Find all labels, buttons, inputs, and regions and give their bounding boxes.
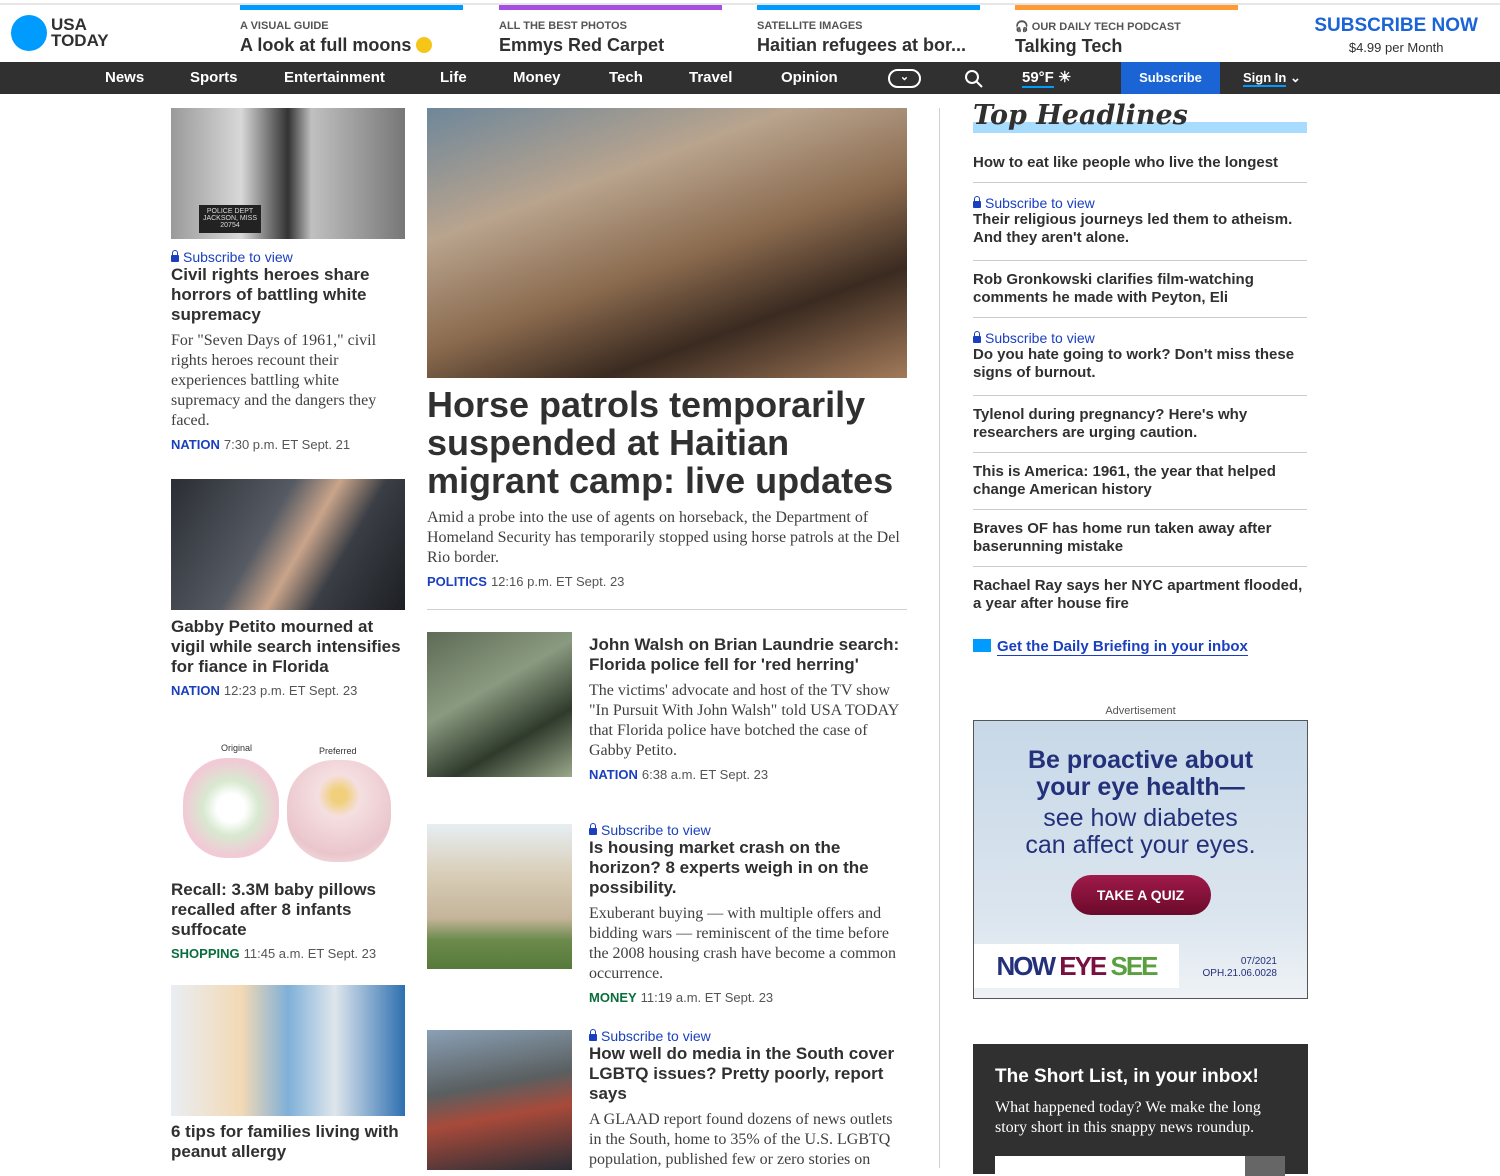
headline-item[interactable]: How to eat like people who live the longest bbox=[973, 154, 1307, 183]
nav-sports[interactable]: Sports bbox=[190, 69, 238, 86]
subscribe-now-link[interactable] bbox=[1314, 15, 1478, 55]
promo-title: A look at full moons bbox=[240, 35, 412, 55]
nav-tech[interactable]: Tech bbox=[609, 69, 643, 86]
image-label-original: Original bbox=[221, 743, 253, 753]
nav-travel[interactable]: Travel bbox=[689, 69, 733, 86]
ad-date: 07/2021 bbox=[1240, 956, 1277, 967]
article-desc: Exuberant buying — with multiple offers and bidding wars — reminiscent of the time before the 2008 housing crash have become a common occurrence. bbox=[589, 905, 897, 982]
article-title[interactable]: John Walsh on Brian Laundrie search: Florida police fell for 'red herring' bbox=[589, 635, 900, 674]
subscribe-to-view-link[interactable]: Subscribe to view bbox=[973, 330, 1307, 346]
lock-icon bbox=[171, 255, 179, 262]
subscribe-to-view-link[interactable]: Subscribe to view bbox=[589, 1028, 907, 1044]
subscribe-now-label: SUBSCRIBE NOW bbox=[1314, 15, 1478, 36]
nav-life[interactable]: Life bbox=[440, 69, 467, 86]
article-john-walsh[interactable] bbox=[589, 635, 907, 782]
subscribe-to-view-link[interactable]: Subscribe to view bbox=[973, 195, 1307, 211]
moon-icon bbox=[416, 37, 432, 53]
promo-emmys[interactable] bbox=[499, 5, 722, 56]
promo-kicker: A VISUAL GUIDE bbox=[240, 20, 329, 32]
short-list-signup bbox=[973, 1044, 1308, 1174]
hero-title[interactable]: Horse patrols temporarily suspended at Haitian migrant camp: live updates bbox=[427, 384, 894, 501]
mugshot-placard: POLICE DEPT JACKSON, MISS 20754 bbox=[199, 205, 261, 233]
timestamp: 11:19 a.m. ET Sept. 23 bbox=[640, 990, 774, 1005]
signup-button[interactable] bbox=[1245, 1156, 1285, 1176]
baby-pillow-image[interactable] bbox=[171, 740, 405, 871]
section-label[interactable]: NATION bbox=[589, 767, 638, 782]
sign-in-label: Sign In bbox=[1243, 70, 1287, 85]
promo-bar bbox=[1015, 5, 1238, 10]
lock-icon bbox=[973, 336, 981, 343]
article-title[interactable]: Recall: 3.3M baby pillows recalled after 8 infants suffocate bbox=[171, 880, 377, 939]
article-baby-pillows[interactable] bbox=[171, 880, 405, 961]
hero-article[interactable] bbox=[427, 386, 907, 589]
promo-title: Talking Tech bbox=[1015, 36, 1123, 56]
subscribe-button[interactable]: Subscribe bbox=[1121, 62, 1220, 94]
nav-opinion[interactable]: Opinion bbox=[781, 69, 838, 86]
promo-bar bbox=[499, 5, 722, 10]
article-peanut-allergy[interactable] bbox=[171, 1122, 405, 1162]
article-title[interactable]: Civil rights heroes share horrors of battling white supremacy bbox=[171, 265, 370, 324]
nav-entertainment[interactable]: Entertainment bbox=[284, 69, 385, 86]
section-label[interactable]: SHOPPING bbox=[171, 946, 240, 961]
timestamp: 11:45 a.m. ET Sept. 23 bbox=[243, 946, 377, 961]
promo-haitian[interactable] bbox=[757, 5, 980, 56]
subscribe-price: $4.99 per Month bbox=[1348, 40, 1444, 55]
promo-kicker: OUR DAILY TECH PODCAST bbox=[1031, 21, 1181, 33]
search-icon[interactable] bbox=[964, 69, 984, 89]
logo-line-2: TODAY bbox=[51, 31, 109, 50]
article-desc: For "Seven Days of 1961," civil rights heroes recount their experiences battling white supremacy and the dangers they faced. bbox=[171, 332, 377, 429]
nav-news[interactable]: News bbox=[105, 69, 145, 86]
pillow-original bbox=[183, 758, 279, 858]
section-label[interactable]: NATION bbox=[171, 437, 220, 452]
article-lgbtq-media[interactable] bbox=[589, 1028, 907, 1170]
headline-item[interactable]: Braves OF has home run taken away after baserunning mistake bbox=[973, 520, 1307, 567]
subscribe-to-view-link[interactable]: Subscribe to view bbox=[171, 249, 405, 265]
article-civil-rights[interactable] bbox=[171, 249, 405, 452]
article-housing[interactable] bbox=[589, 822, 907, 1005]
short-list-title: The Short List, in your inbox! bbox=[995, 1066, 1259, 1087]
peanut-allergy-image[interactable] bbox=[171, 985, 405, 1116]
more-chevron-icon[interactable]: ⌄ bbox=[888, 69, 921, 88]
sign-in-button[interactable] bbox=[1243, 62, 1301, 94]
email-input[interactable] bbox=[995, 1156, 1245, 1176]
headline-item[interactable]: Tylenol during pregnancy? Here's why researchers are urging caution. bbox=[973, 406, 1307, 453]
daily-briefing-link[interactable]: Get the Daily Briefing in your inbox bbox=[973, 638, 1248, 655]
lgbtq-media-image[interactable] bbox=[427, 1030, 572, 1170]
promo-podcast[interactable] bbox=[1015, 5, 1238, 57]
timestamp: 12:23 p.m. ET Sept. 23 bbox=[223, 683, 358, 698]
promo-bar bbox=[240, 5, 463, 10]
now-eye-see-logo: NOW EYE SEE bbox=[974, 944, 1179, 988]
headline-item[interactable]: Subscribe to view Their religious journeys led them to atheism. And they aren't alone. bbox=[973, 195, 1307, 261]
logo-dot bbox=[11, 15, 47, 51]
lock-icon bbox=[973, 201, 981, 208]
article-title[interactable]: Gabby Petito mourned at vigil while search intensifies for fiance in Florida bbox=[171, 617, 401, 676]
chevron-down-icon: ⌄ bbox=[1289, 70, 1301, 85]
timestamp: 6:38 a.m. ET Sept. 23 bbox=[641, 767, 769, 782]
promo-kicker: ALL THE BEST PHOTOS bbox=[499, 20, 627, 32]
sun-icon: ☀ bbox=[1058, 69, 1072, 86]
article-title[interactable]: How well do media in the South cover LGBTQ issues? Pretty poorly, report says bbox=[589, 1044, 895, 1103]
eye-health-ad[interactable]: Be proactive about your eye health— see how diabetes can affect your eyes. TAKE A QUIZ NOW EYE SEE 07/2021 OPH.21.06.0028 bbox=[973, 720, 1308, 999]
section-label[interactable]: NATION bbox=[171, 683, 220, 698]
section-label[interactable]: POLITICS bbox=[427, 574, 487, 589]
promo-kicker: SATELLITE IMAGES bbox=[757, 20, 863, 32]
gabby-petito-image[interactable] bbox=[171, 479, 405, 610]
headphones-icon: 🎧 bbox=[1015, 21, 1029, 33]
article-gabby-petito[interactable] bbox=[171, 617, 405, 698]
ad-code: OPH.21.06.0028 bbox=[1202, 968, 1277, 979]
headline-item[interactable]: Rob Gronkowski clarifies film-watching comments he made with Peyton, Eli bbox=[973, 271, 1307, 318]
article-title[interactable]: Is housing market crash on the horizon? 8 experts weigh in on the possibility. bbox=[589, 838, 869, 897]
image-label-preferred: Preferred bbox=[319, 746, 357, 756]
article-title[interactable]: 6 tips for families living with peanut allergy bbox=[171, 1122, 399, 1161]
section-label[interactable]: MONEY bbox=[589, 990, 637, 1005]
promo-title: Haitian refugees at bor... bbox=[757, 35, 967, 55]
nav-money[interactable]: Money bbox=[513, 69, 561, 86]
pillow-preferred bbox=[287, 760, 391, 862]
main-nav bbox=[0, 62, 1500, 94]
hero-image[interactable] bbox=[427, 108, 907, 378]
hero-desc: Amid a probe into the use of agents on horseback, the Department of Homeland Security has temporarily stopped using horse patrols at the Del Rio border. bbox=[427, 509, 900, 566]
weather-temp[interactable]: 59°F bbox=[1022, 69, 1054, 86]
timestamp: 7:30 p.m. ET Sept. 21 bbox=[223, 437, 351, 452]
top-border bbox=[0, 3, 1500, 5]
headline-item[interactable]: This is America: 1961, the year that helped change American history bbox=[973, 463, 1307, 510]
ad-label: Advertisement bbox=[1105, 705, 1176, 717]
promo-bar bbox=[757, 5, 980, 10]
housing-image[interactable] bbox=[427, 824, 572, 969]
usa-today-logo[interactable] bbox=[11, 15, 109, 51]
envelope-icon bbox=[973, 639, 991, 652]
take-quiz-button[interactable]: TAKE A QUIZ bbox=[1071, 875, 1211, 915]
logo-line-1: USA bbox=[51, 15, 87, 34]
divider bbox=[427, 609, 907, 610]
promo-full-moons[interactable] bbox=[240, 5, 463, 56]
timestamp: 12:16 p.m. ET Sept. 23 bbox=[490, 574, 625, 589]
lock-icon bbox=[589, 1034, 597, 1041]
john-walsh-image[interactable] bbox=[427, 632, 572, 777]
lock-icon bbox=[589, 828, 597, 835]
article-desc: The victims' advocate and host of the TV show "In Pursuit With John Walsh" told USA TODAY that Florida police have botched the case of Gabby Petito. bbox=[589, 682, 899, 759]
article-desc: A GLAAD report found dozens of news outlets in the South, home to 35% of the U.S. LGBTQ population, published few or zero stories on bbox=[589, 1111, 893, 1168]
short-list-desc: What happened today? We make the long story short in this snappy news roundup. bbox=[995, 1099, 1261, 1136]
subscribe-to-view-link[interactable]: Subscribe to view bbox=[589, 822, 907, 838]
headline-item[interactable]: Subscribe to view Do you hate going to work? Don't miss these signs of burnout. bbox=[973, 330, 1307, 396]
headline-item[interactable]: Rachael Ray says her NYC apartment flooded, a year after house fire bbox=[973, 577, 1303, 612]
column-divider bbox=[939, 108, 940, 1168]
mugshot-image[interactable] bbox=[171, 108, 405, 239]
promo-title: Emmys Red Carpet bbox=[499, 35, 665, 55]
top-headlines-heading: Top Headlines bbox=[973, 100, 1307, 131]
